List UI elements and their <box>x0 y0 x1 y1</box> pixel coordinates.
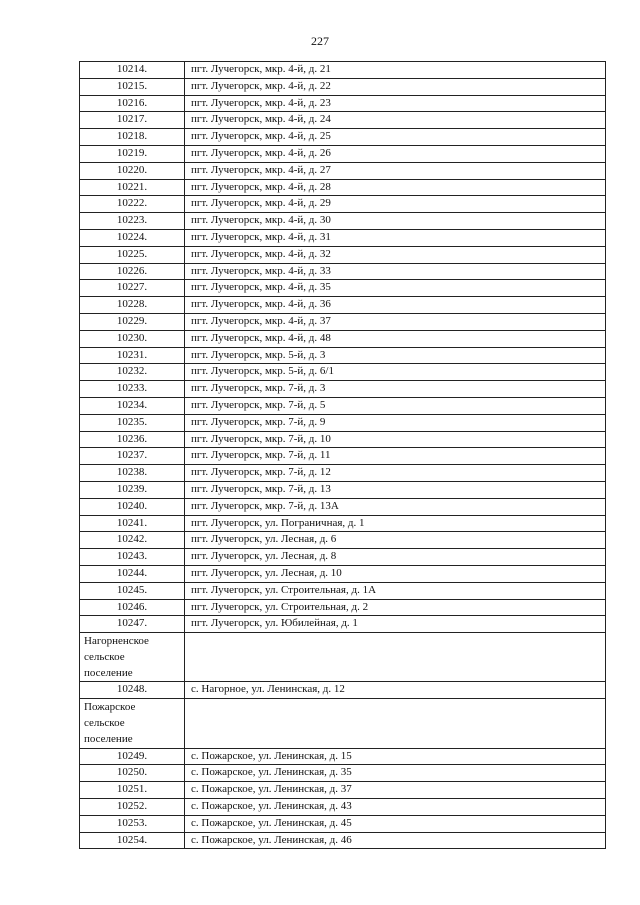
row-number: 10237. <box>80 448 185 465</box>
row-address: пгт. Лучегорск, ул. Юбилейная, д. 1 <box>185 616 606 633</box>
table-row <box>80 481 606 498</box>
table-row <box>80 95 606 112</box>
table-row <box>80 381 606 398</box>
row-address: с. Пожарское, ул. Ленинская, д. 45 <box>185 815 606 832</box>
section-title-line: сельское <box>84 650 125 663</box>
section-title-line: сельское <box>84 717 125 730</box>
row-address: пгт. Лучегорск, мкр. 7-й, д. 9 <box>185 414 606 431</box>
row-number: 10230. <box>80 330 185 347</box>
table-row <box>80 263 606 280</box>
row-number: 10246. <box>80 599 185 616</box>
table-row <box>80 145 606 162</box>
section-title <box>80 633 185 682</box>
section-title-line: Пожарское <box>84 701 136 714</box>
table-row <box>80 297 606 314</box>
row-number: 10249. <box>80 748 185 765</box>
row-address: с. Пожарское, ул. Ленинская, д. 15 <box>185 748 606 765</box>
table-row <box>80 465 606 482</box>
row-number: 10244. <box>80 565 185 582</box>
row-number: 10225. <box>80 246 185 263</box>
row-number: 10251. <box>80 782 185 799</box>
table-row <box>80 565 606 582</box>
section-title-line: поселение <box>84 666 133 679</box>
row-number: 10229. <box>80 313 185 330</box>
row-address: с. Пожарское, ул. Ленинская, д. 37 <box>185 782 606 799</box>
row-address: пгт. Лучегорск, мкр. 4-й, д. 32 <box>185 246 606 263</box>
table-row <box>80 129 606 146</box>
row-number: 10253. <box>80 815 185 832</box>
row-number: 10245. <box>80 582 185 599</box>
row-number: 10232. <box>80 364 185 381</box>
row-number: 10242. <box>80 532 185 549</box>
section-empty-cell <box>185 633 606 682</box>
table-row <box>80 414 606 431</box>
row-number: 10215. <box>80 78 185 95</box>
row-address: пгт. Лучегорск, ул. Лесная, д. 10 <box>185 565 606 582</box>
row-address: пгт. Лучегорск, мкр. 4-й, д. 28 <box>185 179 606 196</box>
row-number: 10228. <box>80 297 185 314</box>
section-row <box>80 633 606 682</box>
row-address: с. Пожарское, ул. Ленинская, д. 35 <box>185 765 606 782</box>
row-address: с. Нагорное, ул. Ленинская, д. 12 <box>185 682 606 699</box>
row-number: 10233. <box>80 381 185 398</box>
section-title-line: Нагорненское <box>84 635 149 648</box>
section-title <box>80 699 185 748</box>
table-row <box>80 280 606 297</box>
row-address: пгт. Лучегорск, мкр. 4-й, д. 30 <box>185 213 606 230</box>
row-address: с. Пожарское, ул. Ленинская, д. 46 <box>185 832 606 849</box>
row-address: пгт. Лучегорск, ул. Пограничная, д. 1 <box>185 515 606 532</box>
row-address: пгт. Лучегорск, мкр. 4-й, д. 37 <box>185 313 606 330</box>
row-number: 10239. <box>80 481 185 498</box>
row-number: 10236. <box>80 431 185 448</box>
row-number: 10248. <box>80 682 185 699</box>
row-number: 10231. <box>80 347 185 364</box>
table-row <box>80 748 606 765</box>
row-number: 10247. <box>80 616 185 633</box>
table-row <box>80 532 606 549</box>
row-number: 10223. <box>80 213 185 230</box>
table-row <box>80 599 606 616</box>
row-address: пгт. Лучегорск, мкр. 4-й, д. 33 <box>185 263 606 280</box>
table-row <box>80 313 606 330</box>
row-address: пгт. Лучегорск, мкр. 5-й, д. 3 <box>185 347 606 364</box>
row-number: 10235. <box>80 414 185 431</box>
table-row <box>80 832 606 849</box>
table-row <box>80 330 606 347</box>
row-number: 10227. <box>80 280 185 297</box>
row-address: пгт. Лучегорск, мкр. 4-й, д. 24 <box>185 112 606 129</box>
row-address: пгт. Лучегорск, ул. Строительная, д. 1А <box>185 582 606 599</box>
table-row <box>80 582 606 599</box>
page-number: 227 <box>311 34 329 48</box>
table-row <box>80 448 606 465</box>
row-address: пгт. Лучегорск, мкр. 7-й, д. 13 <box>185 481 606 498</box>
table-row <box>80 498 606 515</box>
address-table <box>79 61 606 849</box>
table-row <box>80 246 606 263</box>
row-address: пгт. Лучегорск, мкр. 4-й, д. 31 <box>185 229 606 246</box>
row-number: 10221. <box>80 179 185 196</box>
row-address: пгт. Лучегорск, мкр. 4-й, д. 29 <box>185 196 606 213</box>
row-address: с. Пожарское, ул. Ленинская, д. 43 <box>185 799 606 816</box>
row-number: 10252. <box>80 799 185 816</box>
row-number: 10243. <box>80 549 185 566</box>
table-row <box>80 213 606 230</box>
table-row <box>80 616 606 633</box>
row-address: пгт. Лучегорск, ул. Строительная, д. 2 <box>185 599 606 616</box>
row-address: пгт. Лучегорск, мкр. 4-й, д. 35 <box>185 280 606 297</box>
table-row <box>80 431 606 448</box>
row-number: 10241. <box>80 515 185 532</box>
row-address: пгт. Лучегорск, ул. Лесная, д. 8 <box>185 549 606 566</box>
section-row <box>80 699 606 748</box>
row-address: пгт. Лучегорск, мкр. 7-й, д. 5 <box>185 397 606 414</box>
row-address: пгт. Лучегорск, мкр. 4-й, д. 21 <box>185 62 606 79</box>
table-row <box>80 62 606 79</box>
row-address: пгт. Лучегорск, мкр. 4-й, д. 25 <box>185 129 606 146</box>
row-number: 10240. <box>80 498 185 515</box>
section-title-line: поселение <box>84 732 133 745</box>
table-row <box>80 78 606 95</box>
table-row <box>80 112 606 129</box>
row-address: пгт. Лучегорск, мкр. 4-й, д. 36 <box>185 297 606 314</box>
row-address: пгт. Лучегорск, мкр. 7-й, д. 12 <box>185 465 606 482</box>
section-empty-cell <box>185 699 606 748</box>
row-address: пгт. Лучегорск, мкр. 4-й, д. 48 <box>185 330 606 347</box>
row-number: 10219. <box>80 145 185 162</box>
table-row <box>80 162 606 179</box>
row-number: 10234. <box>80 397 185 414</box>
table-row <box>80 682 606 699</box>
table-row <box>80 549 606 566</box>
row-address: пгт. Лучегорск, мкр. 4-й, д. 23 <box>185 95 606 112</box>
row-address: пгт. Лучегорск, мкр. 4-й, д. 26 <box>185 145 606 162</box>
row-address: пгт. Лучегорск, мкр. 7-й, д. 3 <box>185 381 606 398</box>
row-number: 10214. <box>80 62 185 79</box>
table-row <box>80 765 606 782</box>
row-address: пгт. Лучегорск, мкр. 4-й, д. 27 <box>185 162 606 179</box>
table-row <box>80 515 606 532</box>
row-address: пгт. Лучегорск, ул. Лесная, д. 6 <box>185 532 606 549</box>
row-number: 10216. <box>80 95 185 112</box>
table-row <box>80 782 606 799</box>
table-row <box>80 815 606 832</box>
row-address: пгт. Лучегорск, мкр. 7-й, д. 13А <box>185 498 606 515</box>
table-row <box>80 397 606 414</box>
row-number: 10218. <box>80 129 185 146</box>
row-number: 10238. <box>80 465 185 482</box>
table-row <box>80 347 606 364</box>
address-table-body <box>80 62 606 849</box>
table-row <box>80 364 606 381</box>
row-number: 10222. <box>80 196 185 213</box>
row-address: пгт. Лучегорск, мкр. 7-й, д. 10 <box>185 431 606 448</box>
row-number: 10220. <box>80 162 185 179</box>
table-row <box>80 229 606 246</box>
row-address: пгт. Лучегорск, мкр. 5-й, д. 6/1 <box>185 364 606 381</box>
row-number: 10254. <box>80 832 185 849</box>
row-number: 10226. <box>80 263 185 280</box>
row-address: пгт. Лучегорск, мкр. 7-й, д. 11 <box>185 448 606 465</box>
row-address: пгт. Лучегорск, мкр. 4-й, д. 22 <box>185 78 606 95</box>
table-row <box>80 196 606 213</box>
table-row <box>80 179 606 196</box>
table-row <box>80 799 606 816</box>
row-number: 10217. <box>80 112 185 129</box>
row-number: 10224. <box>80 229 185 246</box>
row-number: 10250. <box>80 765 185 782</box>
